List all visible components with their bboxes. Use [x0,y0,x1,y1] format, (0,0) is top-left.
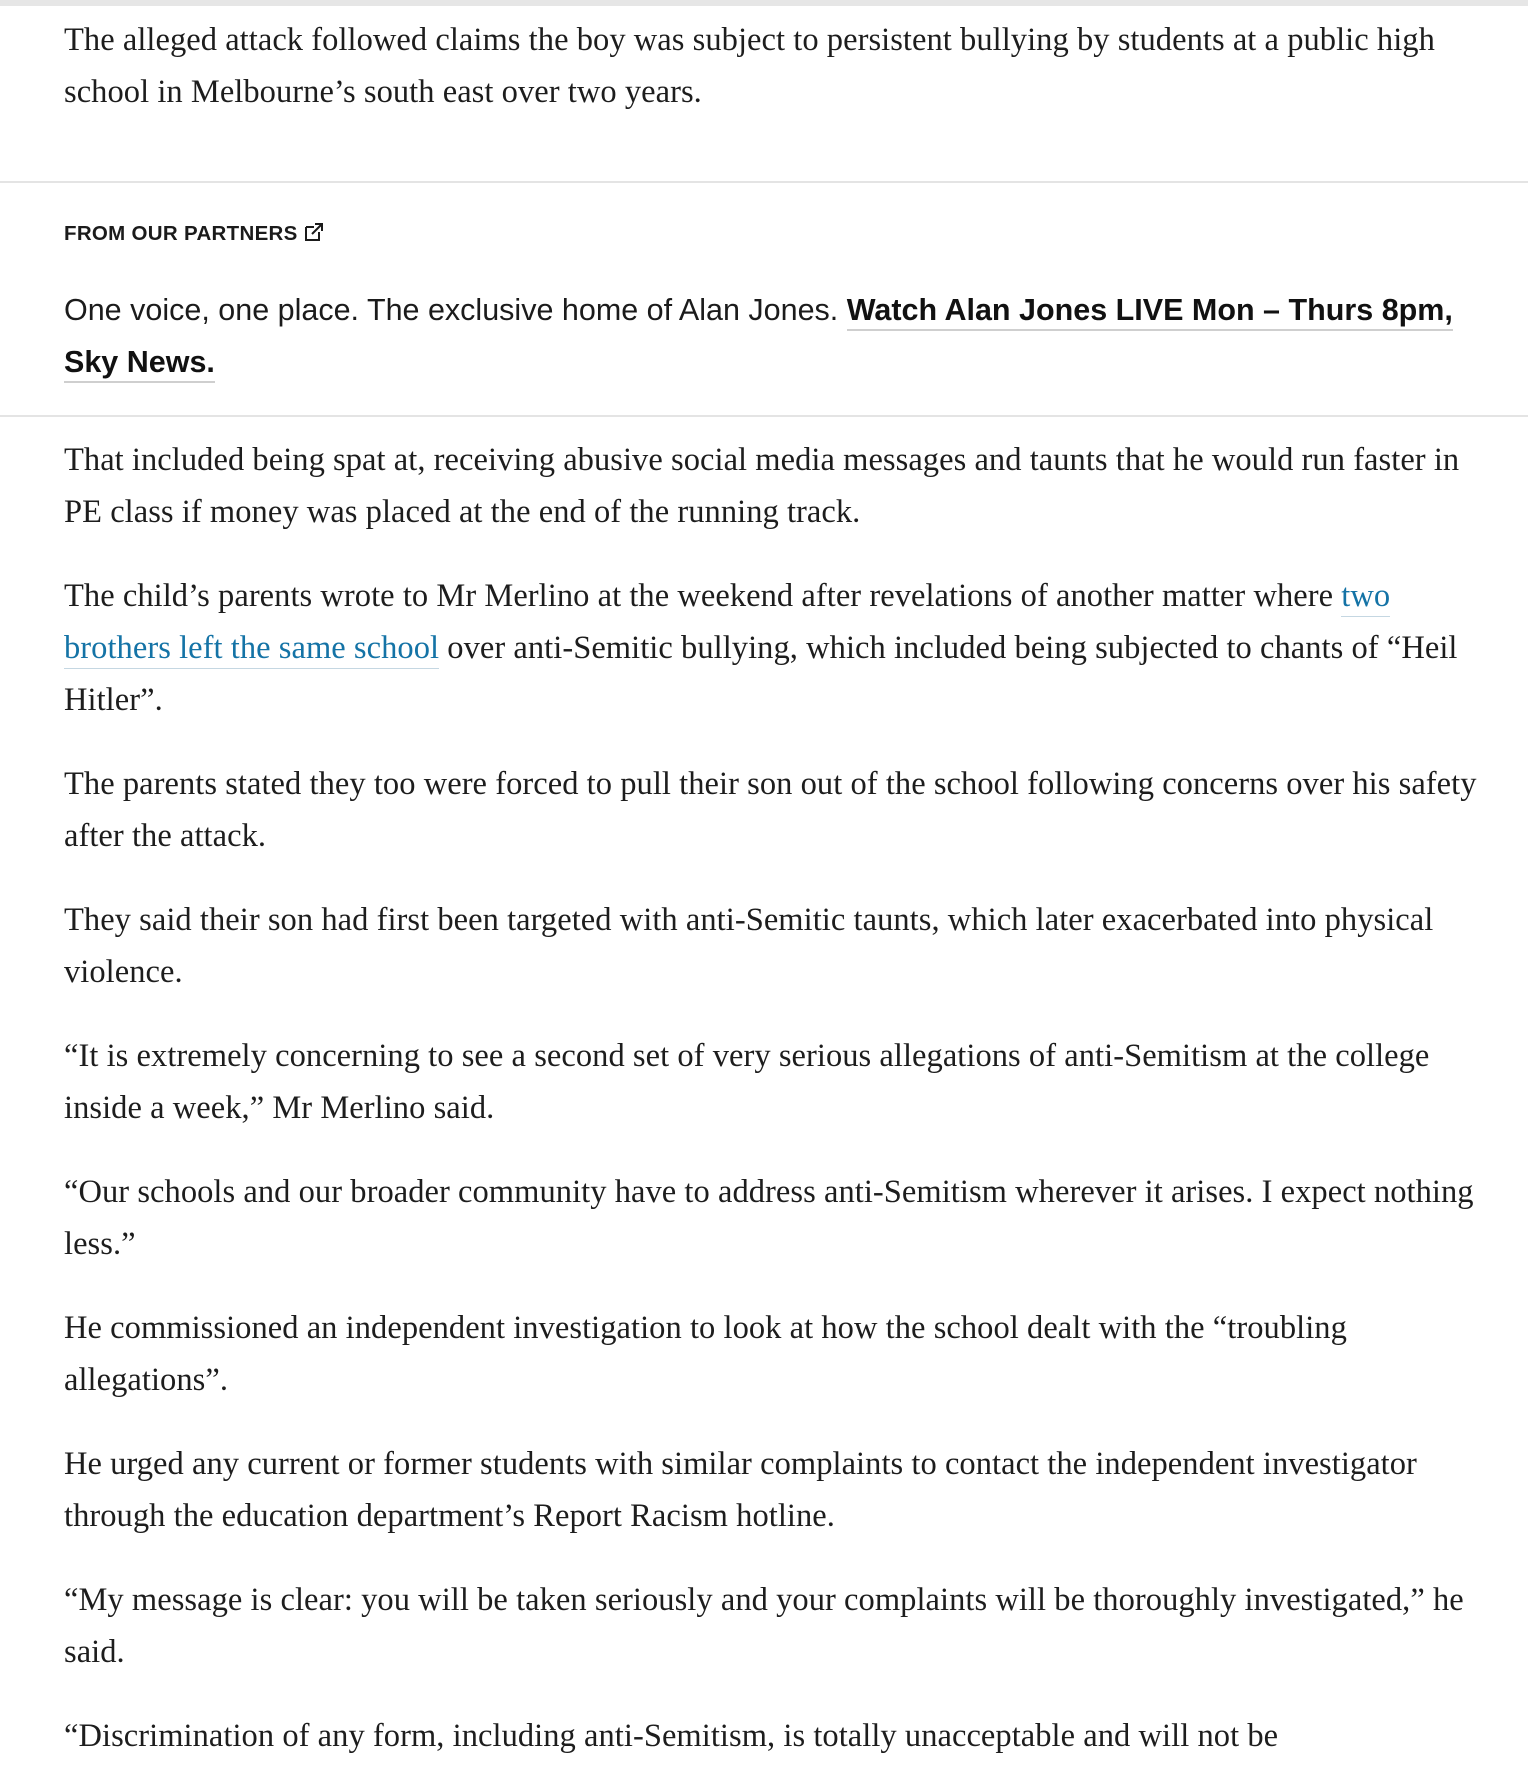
paragraph-text: over anti-Semitic bullying, which included being subjected to chants of “Heil Hitler”. [64,630,1458,718]
paragraph: “Our schools and our broader community have to address anti-Semitism wherever it arises. I expect nothing less.” [64,1174,1474,1262]
paragraph: He urged any current or former students with similar complaints to contact the independent investigator through the education department’s Report Racism hotline. [64,1446,1417,1534]
external-link-icon[interactable] [303,221,325,243]
partner-text-plain: One voice, one place. The exclusive home of Alan Jones. [64,293,839,327]
partner-link[interactable]: Watch Alan Jones LIVE Mon – Thurs 8pm, Sky News. [64,293,1453,383]
paragraph: “My message is clear: you will be taken seriously and your complaints will be thoroughly investigated,” he said. [64,1582,1464,1670]
paragraph: That included being spat at, receiving abusive social media messages and taunts that he would run faster in PE class if money was placed at the end of the running track. [64,442,1460,530]
top-divider [0,0,1528,6]
partner-label [64,222,325,246]
paragraph: “Discrimination of any form, including anti-Semitism, is totally unacceptable and will not be [64,1718,1279,1754]
related-article-link[interactable]: two brothers left the same school [64,578,1390,669]
partner-promo [0,181,1528,417]
paragraph: They said their son had first been targeted with anti-Semitic taunts, which later exacerbated into physical violence. [64,902,1434,990]
paragraph-text: The child’s parents wrote to Mr Merlino at the weekend after revelations of another matter where [64,578,1334,614]
paragraph-intro: The alleged attack followed claims the boy was subject to persistent bullying by students at a public high school in Melbourne’s south east over two years. [64,22,1435,110]
partner-label-text: FROM OUR PARTNERS [64,222,298,245]
paragraph: He commissioned an independent investigation to look at how the school dealt with the “troubling allegations”. [64,1310,1347,1398]
paragraph: “It is extremely concerning to see a second set of very serious allegations of anti-Semitism at the college inside a week,” Mr Merlino said. [64,1038,1430,1126]
paragraph [64,570,1484,726]
partner-text [64,284,1474,388]
paragraph: The parents stated they too were forced to pull their son out of the school following concerns over his safety after the attack. [64,766,1477,854]
